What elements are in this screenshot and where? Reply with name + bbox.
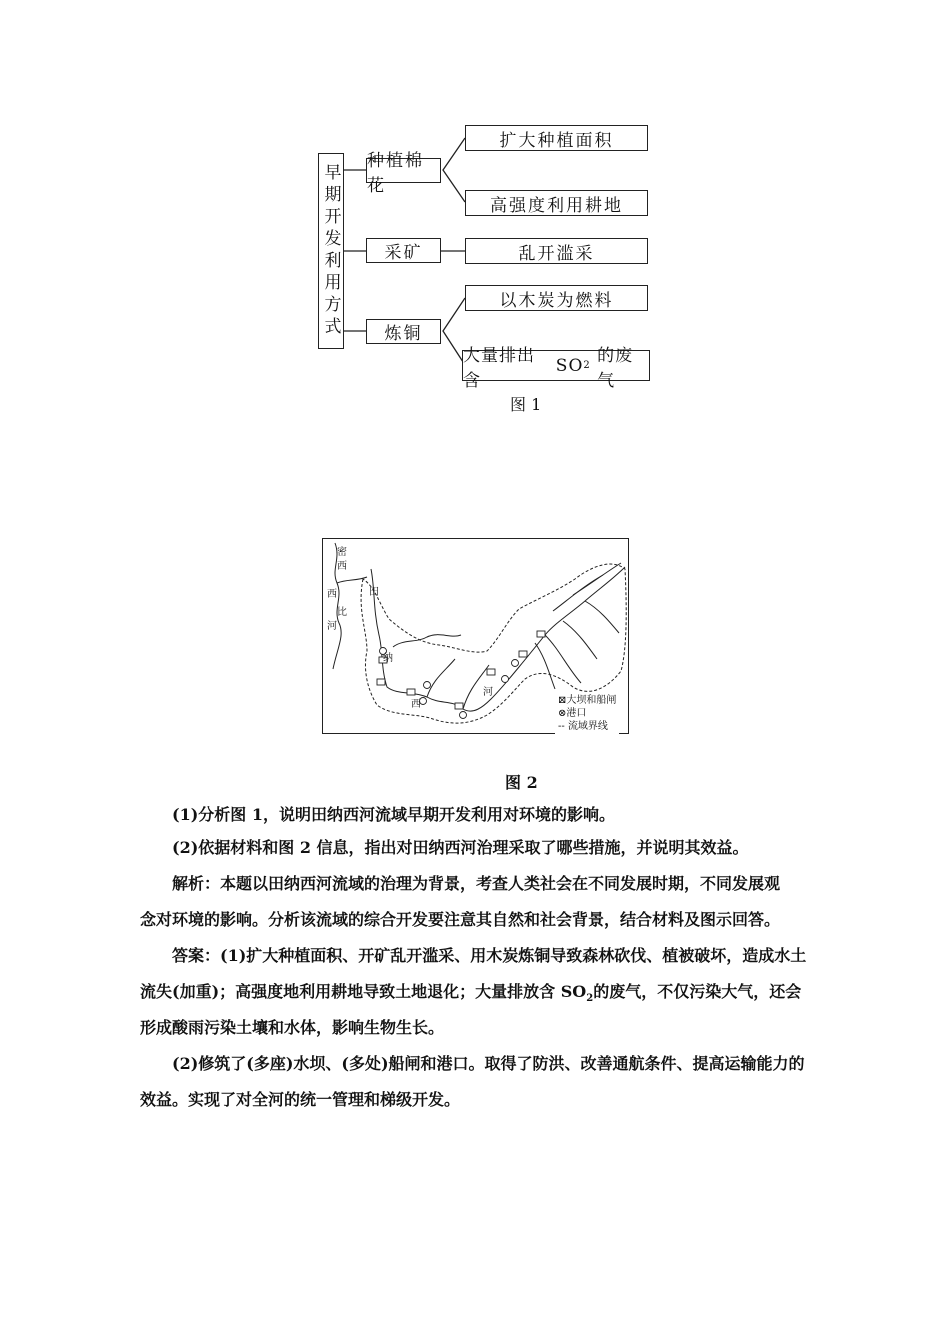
branch-cotton: 种植棉花: [366, 158, 441, 183]
effect-so2-emission: [462, 345, 650, 391]
effect-random-mining: 乱开滥采: [465, 238, 648, 264]
branch-smelting: 炼铜: [366, 319, 441, 344]
question-2: (2)依据材料和图 2 信息，指出对田纳西河治理采取了哪些措施，并说明其效益。: [172, 838, 749, 857]
analysis-line-1: 解析：本题以田纳西河流域的治理为背景，考查人类社会在不同发展时期，不同发展观: [172, 874, 781, 893]
map-label-mi-3: 西: [327, 589, 337, 600]
root-box: [318, 153, 344, 349]
effect-expand-planting: 扩大种植面积: [465, 125, 648, 151]
answer-line-3: 形成酸雨污染土壤和水体，影响生物生长。: [140, 1018, 445, 1037]
legend-boundary: -- 流域界线: [558, 721, 608, 732]
legend-dam: ⊠大坝和船闸: [558, 695, 617, 706]
answer-line-1: 答案：(1)扩大种植面积、开矿乱开滥采、用木炭炼铜导致森林砍伐、植被破坏，造成水土: [172, 946, 807, 965]
analysis-label: 解析：: [172, 874, 221, 893]
figure1-caption: 图 1: [510, 395, 542, 414]
so2-prefix: 大量排出含: [463, 345, 535, 391]
answer-line-4: (2)修筑了(多座)水坝、(多处)船闸和港口。取得了防洪、改善通航条件、提高运输能力的: [172, 1054, 805, 1073]
map-label-tian: 田: [369, 587, 379, 598]
so2-chem: SO: [555, 355, 584, 376]
legend-port: ⊗港口: [558, 708, 587, 719]
analysis-line-2: 念对环境的影响。分析该流域的综合开发要注意其自然和社会背景，结合材料及图示回答。: [140, 910, 781, 929]
map-label-mi-5: 河: [327, 621, 337, 632]
effect-charcoal-fuel: 以木炭为燃料: [465, 285, 648, 311]
branch-mining: 采矿: [366, 238, 441, 263]
map-label-mi-2: 西: [337, 561, 347, 572]
answer-line-5: 效益。实现了对全河的统一管理和梯级开发。: [140, 1090, 461, 1109]
figure2-caption: 图 2: [505, 773, 538, 792]
map-label-mi-1: 密: [337, 547, 347, 558]
so2-suffix: 的废气: [597, 345, 634, 391]
map-label-mi-4: 比: [337, 607, 347, 618]
question-1: (1)分析图 1，说明田纳西河流域早期开发利用对环境的影响。: [172, 805, 615, 824]
effect-intensive-farmland: 高强度利用耕地: [465, 190, 648, 216]
root-label: 早期开发利用方式: [320, 163, 341, 339]
answer-line-2: 流失(加重)；高强度地利用耕地导致土地退化；大量排放含 $SO_2$的废气，不仅污染大气，还会: [140, 982, 802, 1005]
map-label-na: 纳: [383, 653, 393, 664]
map-legend: [555, 693, 619, 734]
answer-label: 答案：: [172, 946, 221, 965]
map-label-he: 河: [483, 687, 493, 698]
map-label-xi: 西: [411, 699, 421, 710]
so2-sub: 2: [583, 360, 591, 371]
